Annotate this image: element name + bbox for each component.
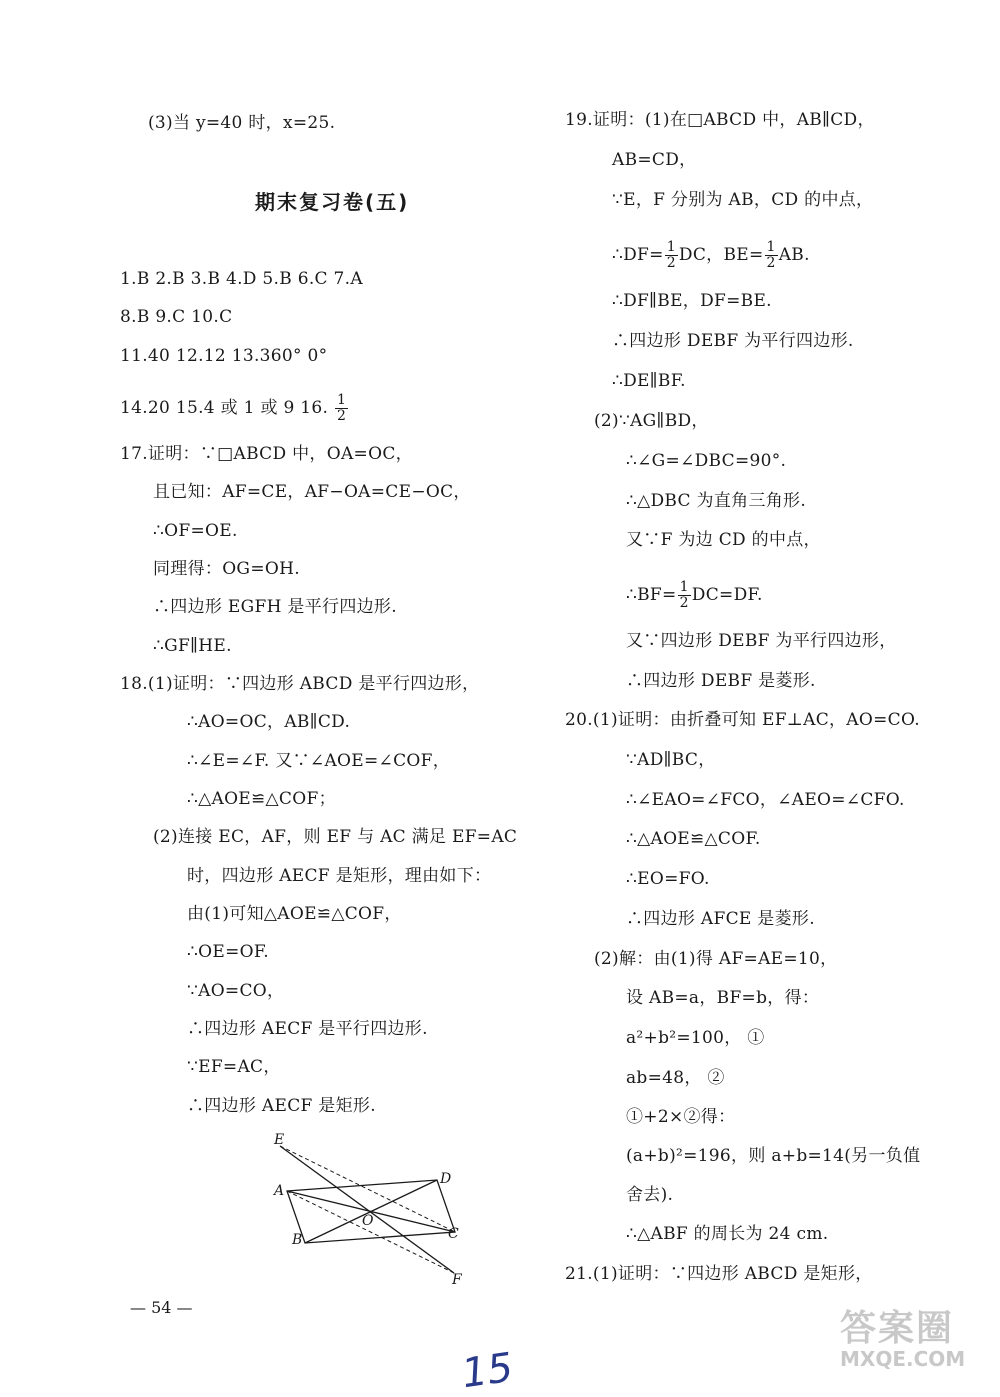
section-title: 期末复习卷(五) (255, 190, 410, 214)
label-e: E (274, 1132, 285, 1148)
q20-line: 设 AB=a，BF=b，得： (626, 988, 820, 1008)
q17-line: ∴GF∥HE. (153, 636, 232, 656)
q18-line: ∴∠E=∠F. 又∵∠AOE=∠COF， (187, 751, 451, 771)
q19-bf-text: ∴BF= (626, 585, 677, 605)
answer-row-3: 11.40 12.12 13.360° 0° (120, 346, 328, 366)
label-o: O (362, 1213, 374, 1229)
q20-line: (a+b)²=196，则 a+b=14(另一负值 (626, 1146, 921, 1166)
q18-line: 时，四边形 AECF 是矩形，理由如下： (187, 866, 492, 886)
q18-line: ∵AO=CO， (187, 981, 285, 1001)
q17-line: ∴四边形 EGFH 是平行四边形. (153, 597, 397, 617)
watermark (840, 1300, 995, 1380)
q19-ab-text: AB. (778, 245, 810, 265)
q19-line: ∴四边形 DEBF 为平行四边形. (612, 331, 854, 351)
q19-line: ∴DE∥BF. (612, 371, 686, 391)
q19-dc-text: DC，BE= (678, 245, 764, 265)
q20-line: 舍去). (626, 1185, 674, 1205)
half-numerator: 1 (766, 239, 776, 255)
label-d: D (440, 1171, 452, 1187)
half-numerator: 1 (666, 239, 676, 255)
answer16-denominator: 2 (336, 408, 347, 424)
q18-line: (2)连接 EC，AF，则 EF 与 AC 满足 EF=AC (153, 827, 518, 847)
q18-line: ∴四边形 AECF 是平行四边形. (187, 1019, 428, 1039)
q19-line: ∴四边形 DEBF 是菱形. (626, 671, 816, 691)
answer-row-4 (120, 393, 349, 424)
q19-line: 又∵四边形 DEBF 为平行四边形， (626, 631, 897, 651)
q18-line: 18.(1)证明：∵四边形 ABCD 是平行四边形， (120, 674, 480, 694)
q19-line: (2)∵AG∥BD， (594, 411, 709, 431)
handwritten-number: 15 (459, 1344, 516, 1397)
diagonal-bd (305, 1180, 437, 1243)
q20-line: (2)解：由(1)得 AF=AE=10， (594, 949, 838, 969)
label-a: A (274, 1183, 285, 1199)
label-c: C (448, 1226, 459, 1242)
q18-line: ∴四边形 AECF 是矩形. (187, 1096, 376, 1116)
q20-line: ab=48， ② (626, 1068, 725, 1088)
half-numerator: 1 (679, 579, 689, 595)
q19-line: ∴DF∥BE，DF=BE. (612, 291, 772, 311)
half-denominator: 2 (766, 255, 776, 271)
q18-line: ∵EF=AC， (187, 1057, 281, 1077)
q18-line: ∴OE=OF. (187, 942, 269, 962)
q19-line: AB=CD， (612, 150, 697, 170)
label-f: F (452, 1272, 462, 1286)
q17-line: 17.证明：∵□ABCD 中，OA=OC， (120, 444, 413, 464)
answer-row-2: 8.B 9.C 10.C (120, 307, 233, 327)
q19-line-fraction (626, 580, 763, 611)
watermark-logo-text: 答案圈 (840, 1308, 955, 1349)
q17-line: 同理得：OG=OH. (153, 559, 300, 579)
line-ef (280, 1146, 454, 1273)
half-fraction (678, 580, 691, 611)
half-fraction (665, 240, 678, 271)
parallelogram-figure (262, 1126, 492, 1286)
q18-line: 由(1)可知△AOE≌△COF， (187, 904, 402, 924)
q18-line: ∴AO=OC，AB∥CD. (187, 712, 351, 732)
q19-line: 19.证明：(1)在□ABCD 中，AB∥CD， (565, 110, 875, 130)
q19-dcdf-text: DC=DF. (691, 585, 763, 605)
q18-line: ∴△AOE≌△COF； (187, 789, 336, 809)
top-answer-line: (3)当 y=40 时，x=25. (148, 113, 336, 133)
q20-line: ∴△ABF 的周长为 24 cm. (626, 1224, 829, 1244)
half-fraction (765, 240, 778, 271)
q17-line: ∴OF=OE. (153, 521, 238, 541)
q19-df-text: ∴DF= (612, 245, 664, 265)
q17-line: 且已知：AF=CE，AF−OA=CE−OC， (153, 482, 471, 502)
half-denominator: 2 (679, 595, 689, 611)
q21-line: 21.(1)证明：∵四边形 ABCD 是矩形， (565, 1264, 873, 1284)
q20-line: ∵AD∥BC， (626, 750, 716, 770)
half-denominator: 2 (666, 255, 676, 271)
label-b: B (292, 1232, 303, 1248)
dashed-af (287, 1191, 454, 1273)
page-number: — 54 — (130, 1298, 193, 1317)
q20-line: a²+b²=100， ① (626, 1028, 765, 1048)
q20-line: ∴四边形 AFCE 是菱形. (626, 909, 815, 929)
q20-line: ∴∠EAO=∠FCO，∠AEO=∠CFO. (626, 790, 905, 810)
q20-line: ∴△AOE≌△COF. (626, 829, 761, 849)
q19-line: 又∵F 为边 CD 的中点， (626, 530, 821, 550)
q19-line: ∴△DBC 为直角三角形. (626, 491, 807, 511)
q19-line: ∵E，F 分别为 AB，CD 的中点， (612, 190, 874, 210)
q20-line: ∴EO=FO. (626, 869, 710, 889)
q20-line: 20.(1)证明：由折叠可知 EF⊥AC，AO=CO. (565, 710, 920, 730)
answer-row-1: 1.B 2.B 3.B 4.D 5.B 6.C 7.A (120, 269, 363, 289)
answer16-numerator: 1 (336, 392, 347, 408)
q19-line-fractions (612, 240, 810, 271)
q19-line: ∴∠G=∠DBC=90°. (626, 451, 787, 471)
answer-row-4-text: 14.20 15.4 或 1 或 9 16. (120, 398, 329, 418)
q20-line: ①+2×②得： (626, 1107, 736, 1127)
answer16-fraction (335, 393, 348, 424)
watermark-url: MXQE.COM (840, 1347, 966, 1371)
